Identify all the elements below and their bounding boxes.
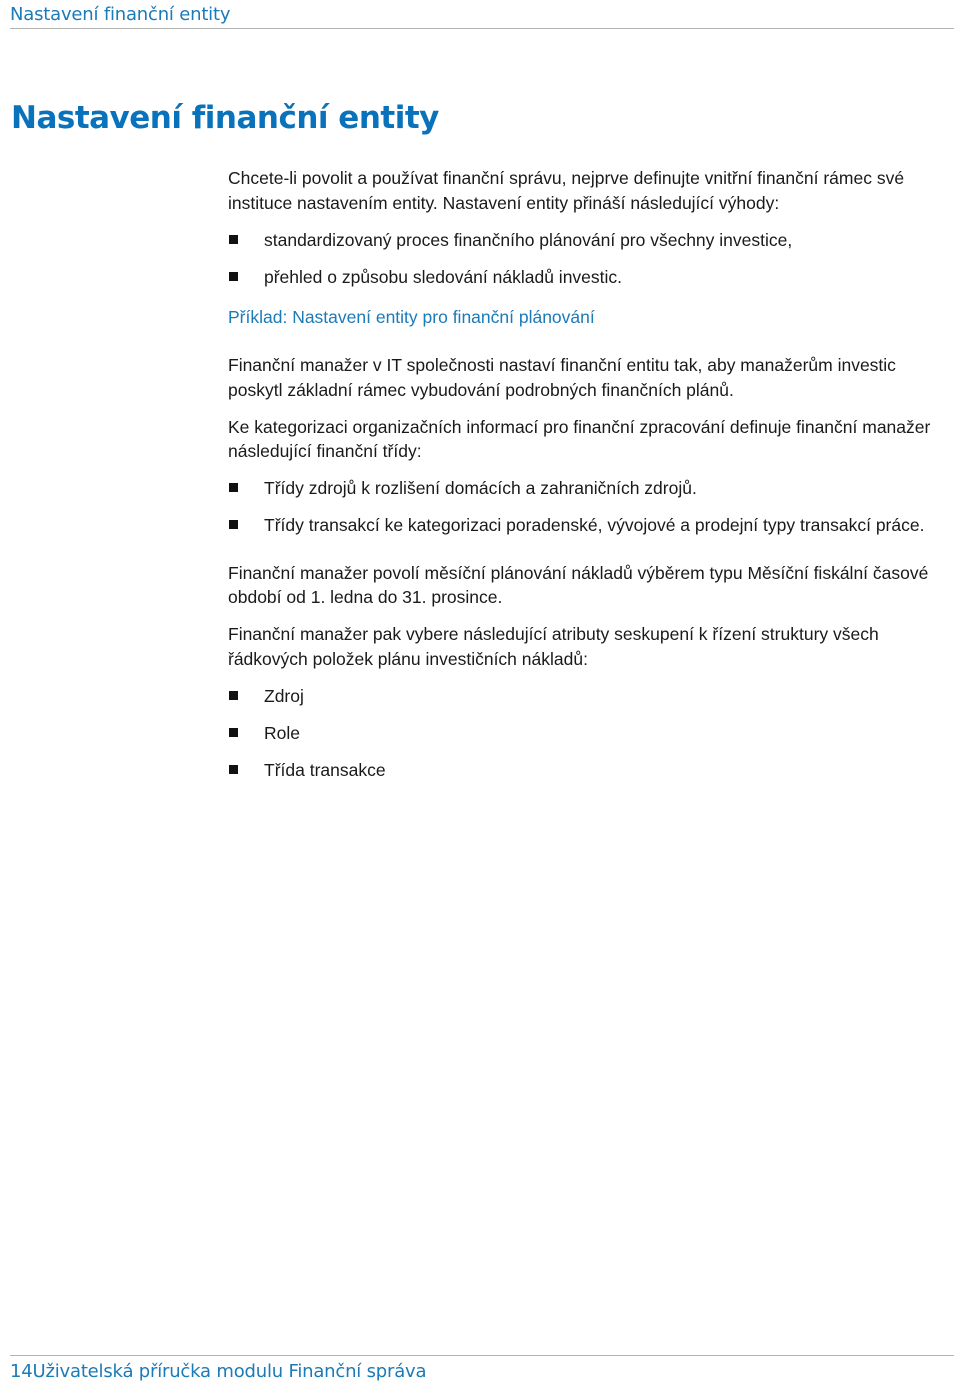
benefits-list (228, 228, 950, 290)
list-item (228, 265, 950, 290)
classes-list (228, 476, 950, 538)
list-item-text: Zdroj (264, 685, 304, 706)
list-item-text: přehled o způsobu sledování nákladů investic. (264, 267, 623, 287)
list-item-text: Role (264, 722, 300, 743)
square-bullet-icon (229, 691, 238, 700)
page-number: 14 (10, 1361, 33, 1382)
list-item-text: Třídy transakcí ke kategorizaci poradenské, vývojové a prodejní typy transakcí práce. (264, 515, 925, 535)
example-heading: Příklad: Nastavení entity pro finanční plánování (228, 306, 595, 327)
square-bullet-icon (229, 765, 238, 774)
example-paragraph-3: Finanční manažer povolí měsíční plánování nákladů výběrem typu Měsíční fiskální časové období od 1. ledna do 31. prosince. (228, 562, 929, 607)
square-bullet-icon (229, 483, 238, 492)
footer-divider (10, 1355, 954, 1356)
header-divider (10, 28, 954, 29)
list-item-text: standardizovaný proces finančního plánování pro všechny investice, (264, 230, 793, 250)
square-bullet-icon (229, 235, 238, 244)
square-bullet-icon (229, 272, 238, 281)
attributes-list (228, 684, 950, 783)
example-paragraph-1: Finanční manažer v IT společnosti nastaví finanční entitu tak, aby manažerům investic poskytl základní rámec vybudování podrobných finančních plánů. (228, 355, 896, 400)
list-item (228, 513, 950, 538)
intro-paragraph: Chcete-li povolit a používat finanční správu, nejprve definujte vnitřní finanční rámec své instituce nastavením entity. Nastavení entity přináší následující výhody: (228, 168, 905, 213)
list-item-text: Třídy zdrojů k rozlišení domácích a zahraničních zdrojů. (264, 478, 697, 498)
example-paragraph-4: Finanční manažer pak vybere následující atributy seskupení k řízení struktury všech řádkových položek plánu investičních nákladů: (228, 624, 879, 669)
main-content (228, 166, 950, 795)
page-footer (10, 1361, 426, 1382)
footer-title: Uživatelská příručka modulu Finanční správa (32, 1361, 427, 1382)
list-item (228, 228, 950, 253)
list-item (228, 721, 950, 746)
square-bullet-icon (229, 728, 238, 737)
running-header: Nastavení finanční entity (10, 4, 231, 25)
list-item-text: Třída transakce (264, 759, 386, 780)
list-item (228, 758, 950, 783)
page-title: Nastavení finanční entity (11, 100, 439, 136)
square-bullet-icon (229, 520, 238, 529)
example-paragraph-2: Ke kategorizaci organizačních informací pro finanční zpracování definuje finanční manažer následující finanční třídy: (228, 416, 931, 461)
list-item (228, 476, 950, 501)
list-item (228, 684, 950, 709)
